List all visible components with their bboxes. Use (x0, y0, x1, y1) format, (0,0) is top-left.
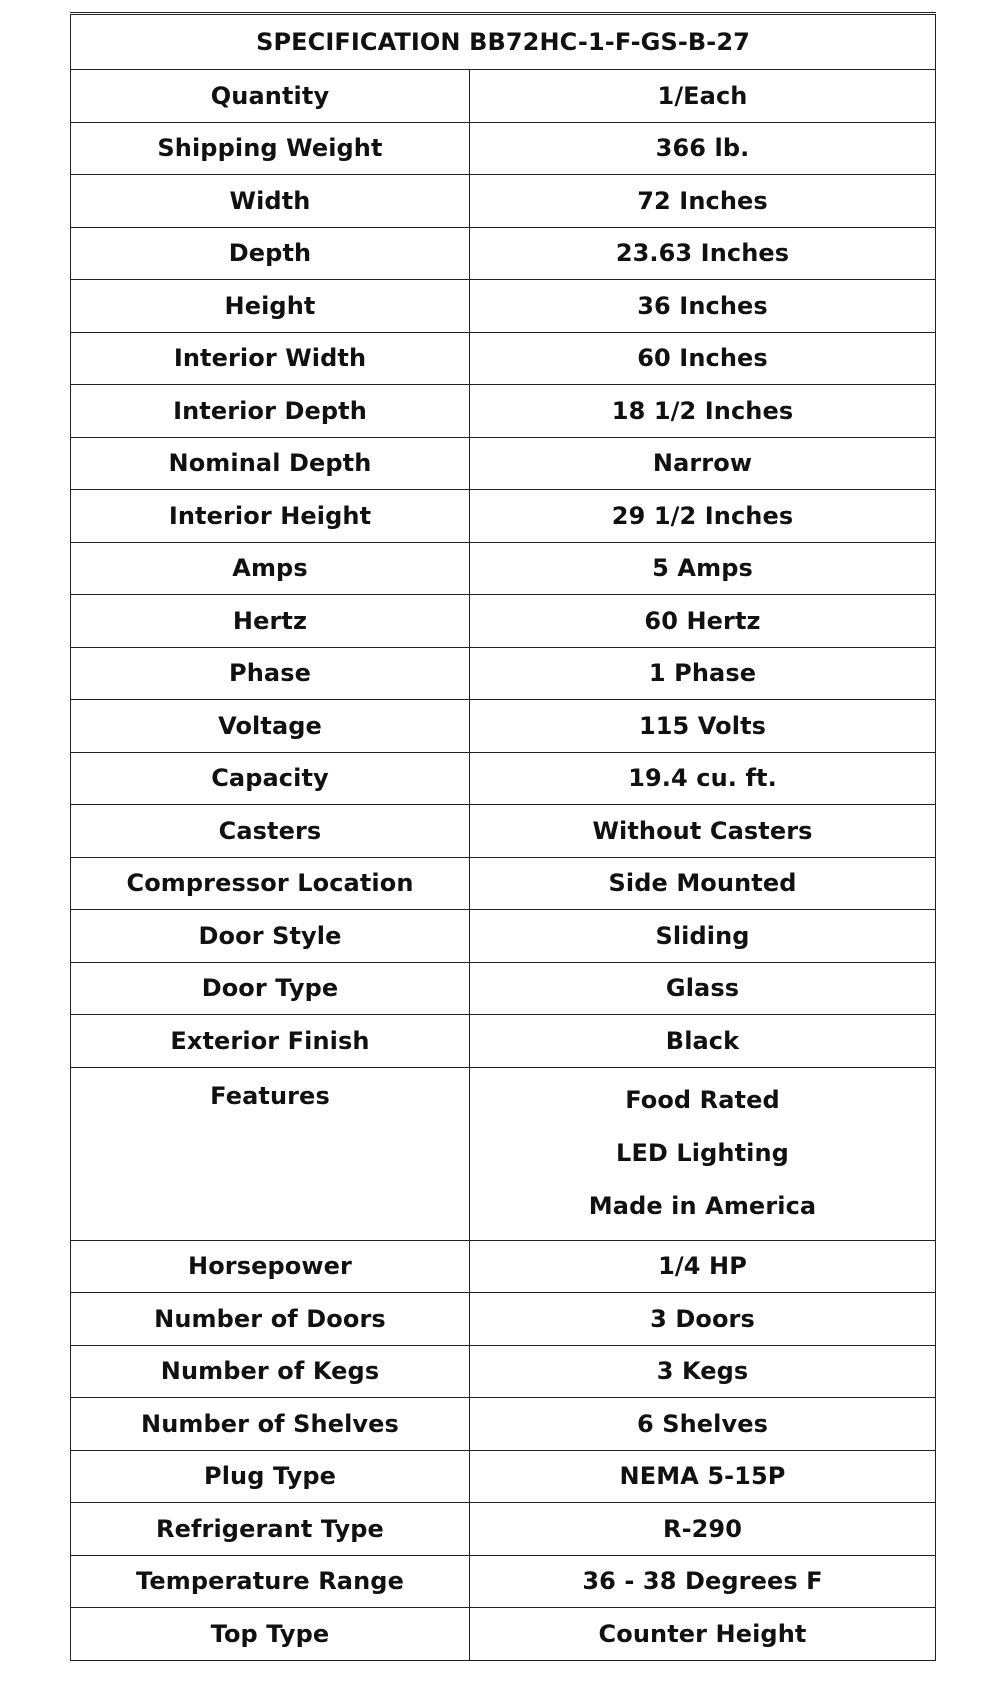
spec-value: Counter Height (470, 1608, 936, 1661)
spec-label: Top Type (71, 1608, 470, 1661)
spec-value: 19.4 cu. ft. (470, 752, 936, 805)
spec-row-amps (71, 542, 936, 595)
spec-value: 36 - 38 Degrees F (470, 1555, 936, 1608)
spec-label: Voltage (71, 700, 470, 753)
spec-value: Without Casters (470, 805, 936, 858)
spec-label: Horsepower (71, 1240, 470, 1293)
spec-row-number-of-shelves (71, 1398, 936, 1451)
spec-value: 115 Volts (470, 700, 936, 753)
spec-value: Sliding (470, 910, 936, 963)
spec-label: Casters (71, 805, 470, 858)
spec-value: 36 Inches (470, 280, 936, 333)
spec-value: 1 Phase (470, 647, 936, 700)
spec-row-voltage (71, 700, 936, 753)
spec-value: Black (470, 1015, 936, 1068)
spec-row-temperature-range (71, 1555, 936, 1608)
spec-row-refrigerant-type (71, 1503, 936, 1556)
spec-row-phase (71, 647, 936, 700)
spec-label: Depth (71, 227, 470, 280)
spec-value: Narrow (470, 437, 936, 490)
spec-label: Phase (71, 647, 470, 700)
specification-body (71, 70, 936, 1661)
spec-row-door-type (71, 962, 936, 1015)
spec-row-quantity (71, 70, 936, 123)
spec-label: Capacity (71, 752, 470, 805)
spec-row-door-style (71, 910, 936, 963)
table-header-row (71, 14, 936, 70)
specification-table (70, 12, 936, 1661)
feature-item: Food Rated (625, 1086, 780, 1114)
spec-label: Door Style (71, 910, 470, 963)
spec-row-casters (71, 805, 936, 858)
spec-label: Features (71, 1067, 470, 1240)
spec-value: 1/4 HP (470, 1240, 936, 1293)
spec-row-shipping-weight (71, 122, 936, 175)
spec-row-number-of-kegs (71, 1345, 936, 1398)
spec-label: Width (71, 175, 470, 228)
spec-row-plug-type (71, 1450, 936, 1503)
spec-row-horsepower (71, 1240, 936, 1293)
spec-value: NEMA 5-15P (470, 1450, 936, 1503)
spec-label: Refrigerant Type (71, 1503, 470, 1556)
spec-value: 5 Amps (470, 542, 936, 595)
spec-value: R-290 (470, 1503, 936, 1556)
spec-row-features (71, 1067, 936, 1240)
spec-label: Number of Kegs (71, 1345, 470, 1398)
spec-value: 3 Kegs (470, 1345, 936, 1398)
spec-row-width (71, 175, 936, 228)
spec-label: Hertz (71, 595, 470, 648)
spec-label: Interior Depth (71, 385, 470, 438)
spec-value: Side Mounted (470, 857, 936, 910)
spec-label: Interior Width (71, 332, 470, 385)
spec-row-interior-height (71, 490, 936, 543)
spec-label: Exterior Finish (71, 1015, 470, 1068)
spec-value: 3 Doors (470, 1293, 936, 1346)
spec-label: Interior Height (71, 490, 470, 543)
spec-label: Quantity (71, 70, 470, 123)
spec-value: 60 Inches (470, 332, 936, 385)
spec-label: Number of Shelves (71, 1398, 470, 1451)
spec-label: Number of Doors (71, 1293, 470, 1346)
spec-label: Compressor Location (71, 857, 470, 910)
spec-row-top-type (71, 1608, 936, 1661)
spec-value (470, 1067, 936, 1240)
spec-label: Nominal Depth (71, 437, 470, 490)
spec-row-height (71, 280, 936, 333)
spec-value: 23.63 Inches (470, 227, 936, 280)
spec-label: Door Type (71, 962, 470, 1015)
spec-value: 72 Inches (470, 175, 936, 228)
spec-value: 18 1/2 Inches (470, 385, 936, 438)
spec-row-interior-width (71, 332, 936, 385)
spec-value: 60 Hertz (470, 595, 936, 648)
spec-value: Glass (470, 962, 936, 1015)
spec-row-interior-depth (71, 385, 936, 438)
spec-value: 366 lb. (470, 122, 936, 175)
spec-value: 6 Shelves (470, 1398, 936, 1451)
feature-item: Made in America (588, 1192, 817, 1220)
spec-label: Plug Type (71, 1450, 470, 1503)
feature-item: LED Lighting (616, 1139, 789, 1167)
spec-label: Amps (71, 542, 470, 595)
spec-value: 29 1/2 Inches (470, 490, 936, 543)
spec-label: Temperature Range (71, 1555, 470, 1608)
spec-row-exterior-finish (71, 1015, 936, 1068)
spec-row-depth (71, 227, 936, 280)
spec-row-hertz (71, 595, 936, 648)
features-list (470, 1074, 935, 1233)
specification-title: SPECIFICATION BB72HC-1-F-GS-B-27 (71, 14, 936, 70)
spec-row-capacity (71, 752, 936, 805)
spec-value: 1/Each (470, 70, 936, 123)
spec-label: Height (71, 280, 470, 333)
spec-row-compressor-location (71, 857, 936, 910)
spec-row-nominal-depth (71, 437, 936, 490)
spec-label: Shipping Weight (71, 122, 470, 175)
spec-row-number-of-doors (71, 1293, 936, 1346)
